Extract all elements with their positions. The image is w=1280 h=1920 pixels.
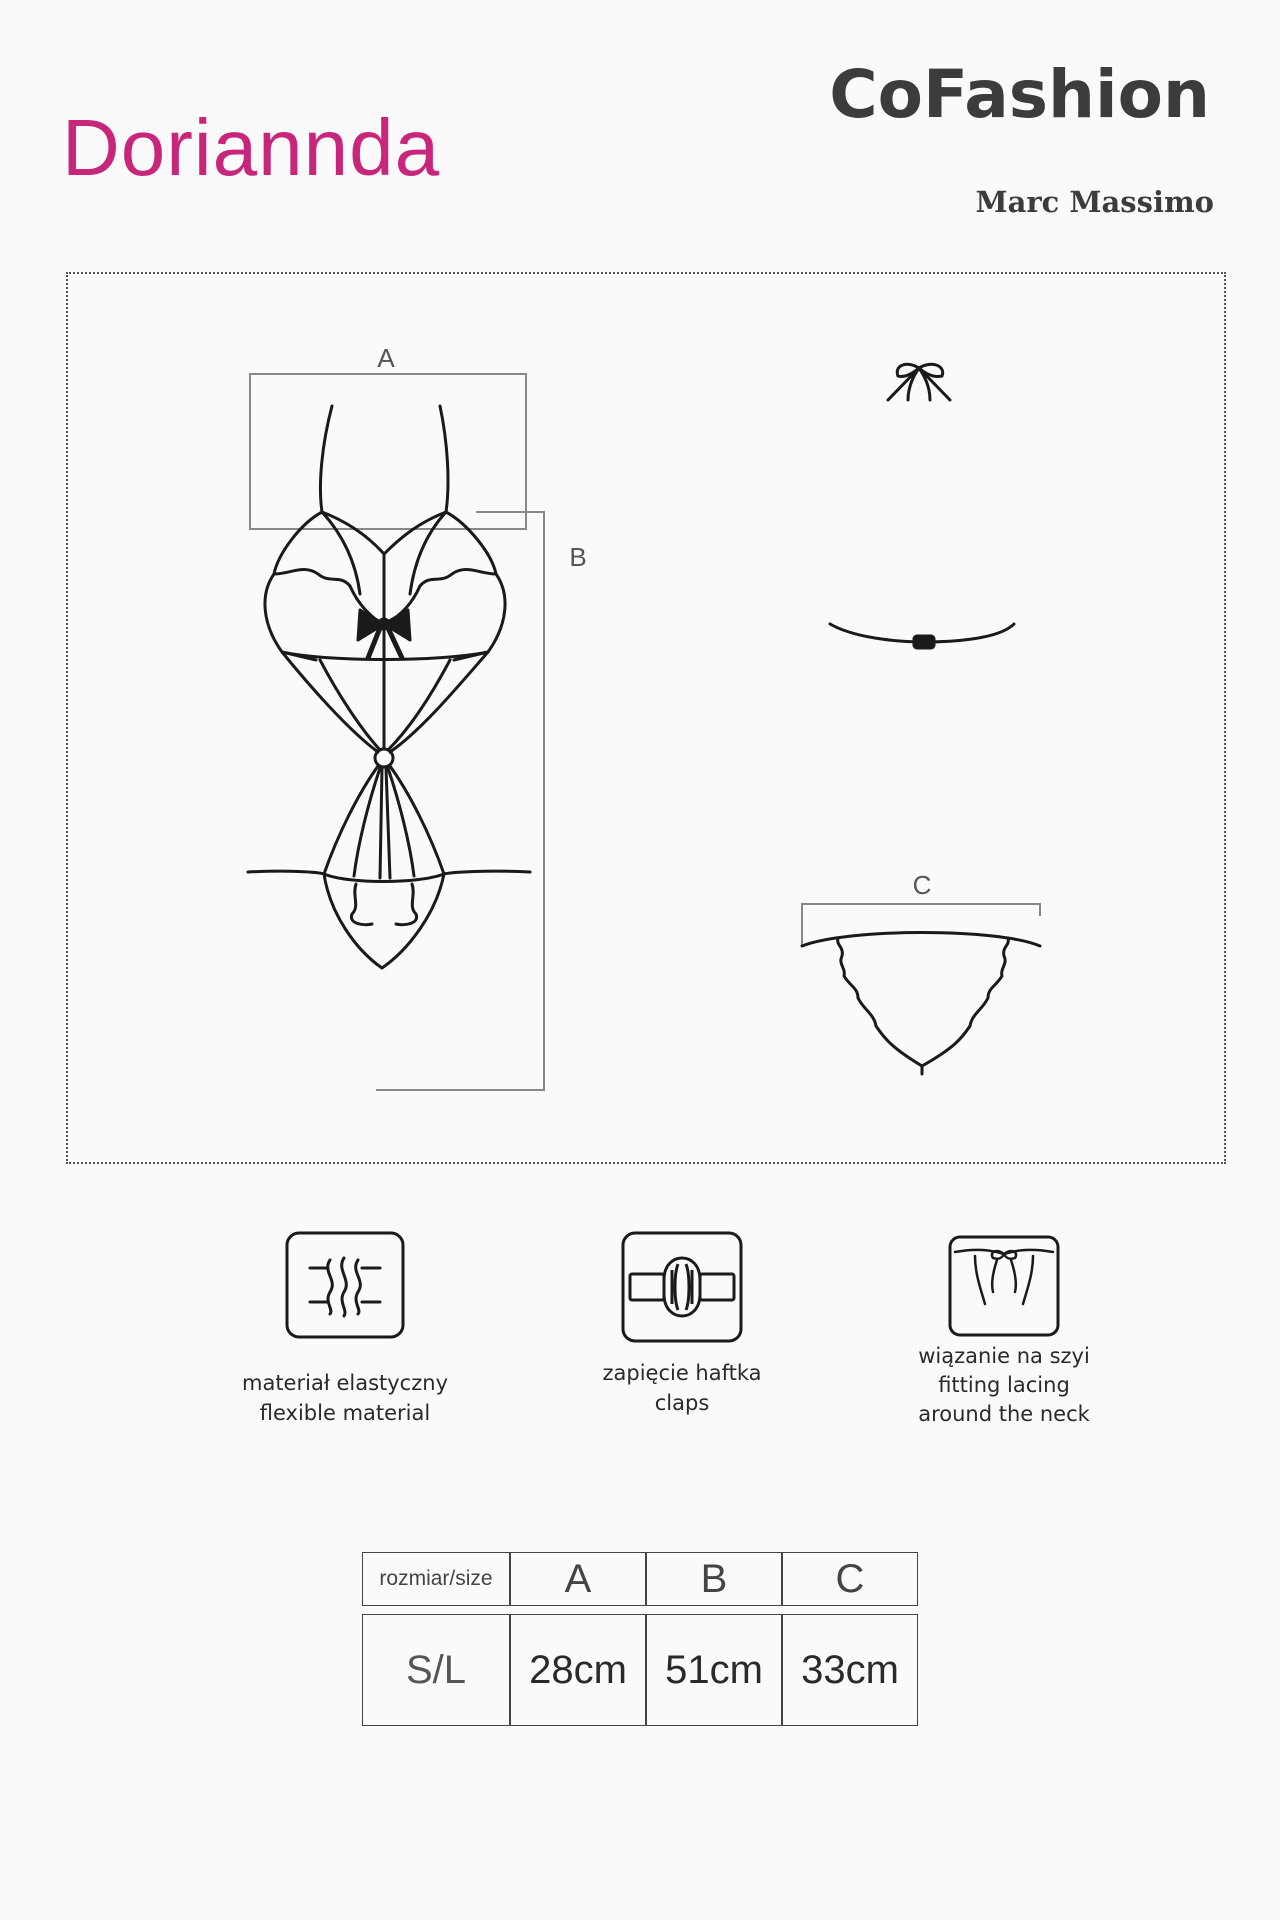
measure-c: 33cm [782, 1614, 918, 1726]
measure-b: 51cm [646, 1614, 782, 1726]
product-drawing-frame [66, 272, 1226, 1164]
stretch-waves-icon [284, 1230, 406, 1340]
thong-icon [802, 933, 1040, 1075]
measure-a: 28cm [510, 1614, 646, 1726]
feature-flexible-material [195, 1230, 495, 1428]
size-header-label: rozmiar/size [362, 1552, 510, 1606]
hook-clasp-icon [620, 1230, 744, 1344]
size-table [362, 1552, 918, 1726]
neck-tie-icon [947, 1234, 1061, 1338]
size-header-c: C [782, 1552, 918, 1606]
choker-icon [830, 624, 1014, 648]
feature-label-pl: materiał elastyczny [242, 1371, 448, 1395]
dimension-b-label: B [569, 542, 587, 572]
dimension-c-label: C [912, 870, 932, 900]
neck-bow-icon [888, 364, 950, 400]
dimension-a-label: A [377, 343, 395, 373]
dimension-b-bracket [376, 512, 544, 1090]
size-header-a: A [510, 1552, 646, 1606]
size-value: S/L [362, 1614, 510, 1726]
feature-label-en: flexible material [259, 1401, 431, 1425]
table-row [362, 1614, 918, 1726]
feature-label-pl: wiązanie na szyi [918, 1344, 1090, 1368]
dimension-c-bracket [802, 904, 1040, 916]
dimension-a-bracket [250, 374, 526, 529]
technical-drawing [68, 274, 1228, 1166]
product-name: Doriannda [62, 103, 441, 192]
size-header-b: B [646, 1552, 782, 1606]
feature-label-en: claps [654, 1391, 710, 1415]
feature-neck-lacing [854, 1234, 1154, 1429]
feature-label-en-2: around the neck [918, 1402, 1090, 1426]
bodysuit-icon [248, 406, 530, 968]
feature-hook-clasp [532, 1230, 832, 1418]
sub-brand: Marc Massimo [975, 185, 1214, 219]
feature-label-en: fitting lacing [938, 1373, 1070, 1397]
feature-label-pl: zapięcie haftka [602, 1361, 762, 1385]
size-table-header [362, 1552, 918, 1606]
brand-logo: CoFashion [829, 56, 1210, 133]
